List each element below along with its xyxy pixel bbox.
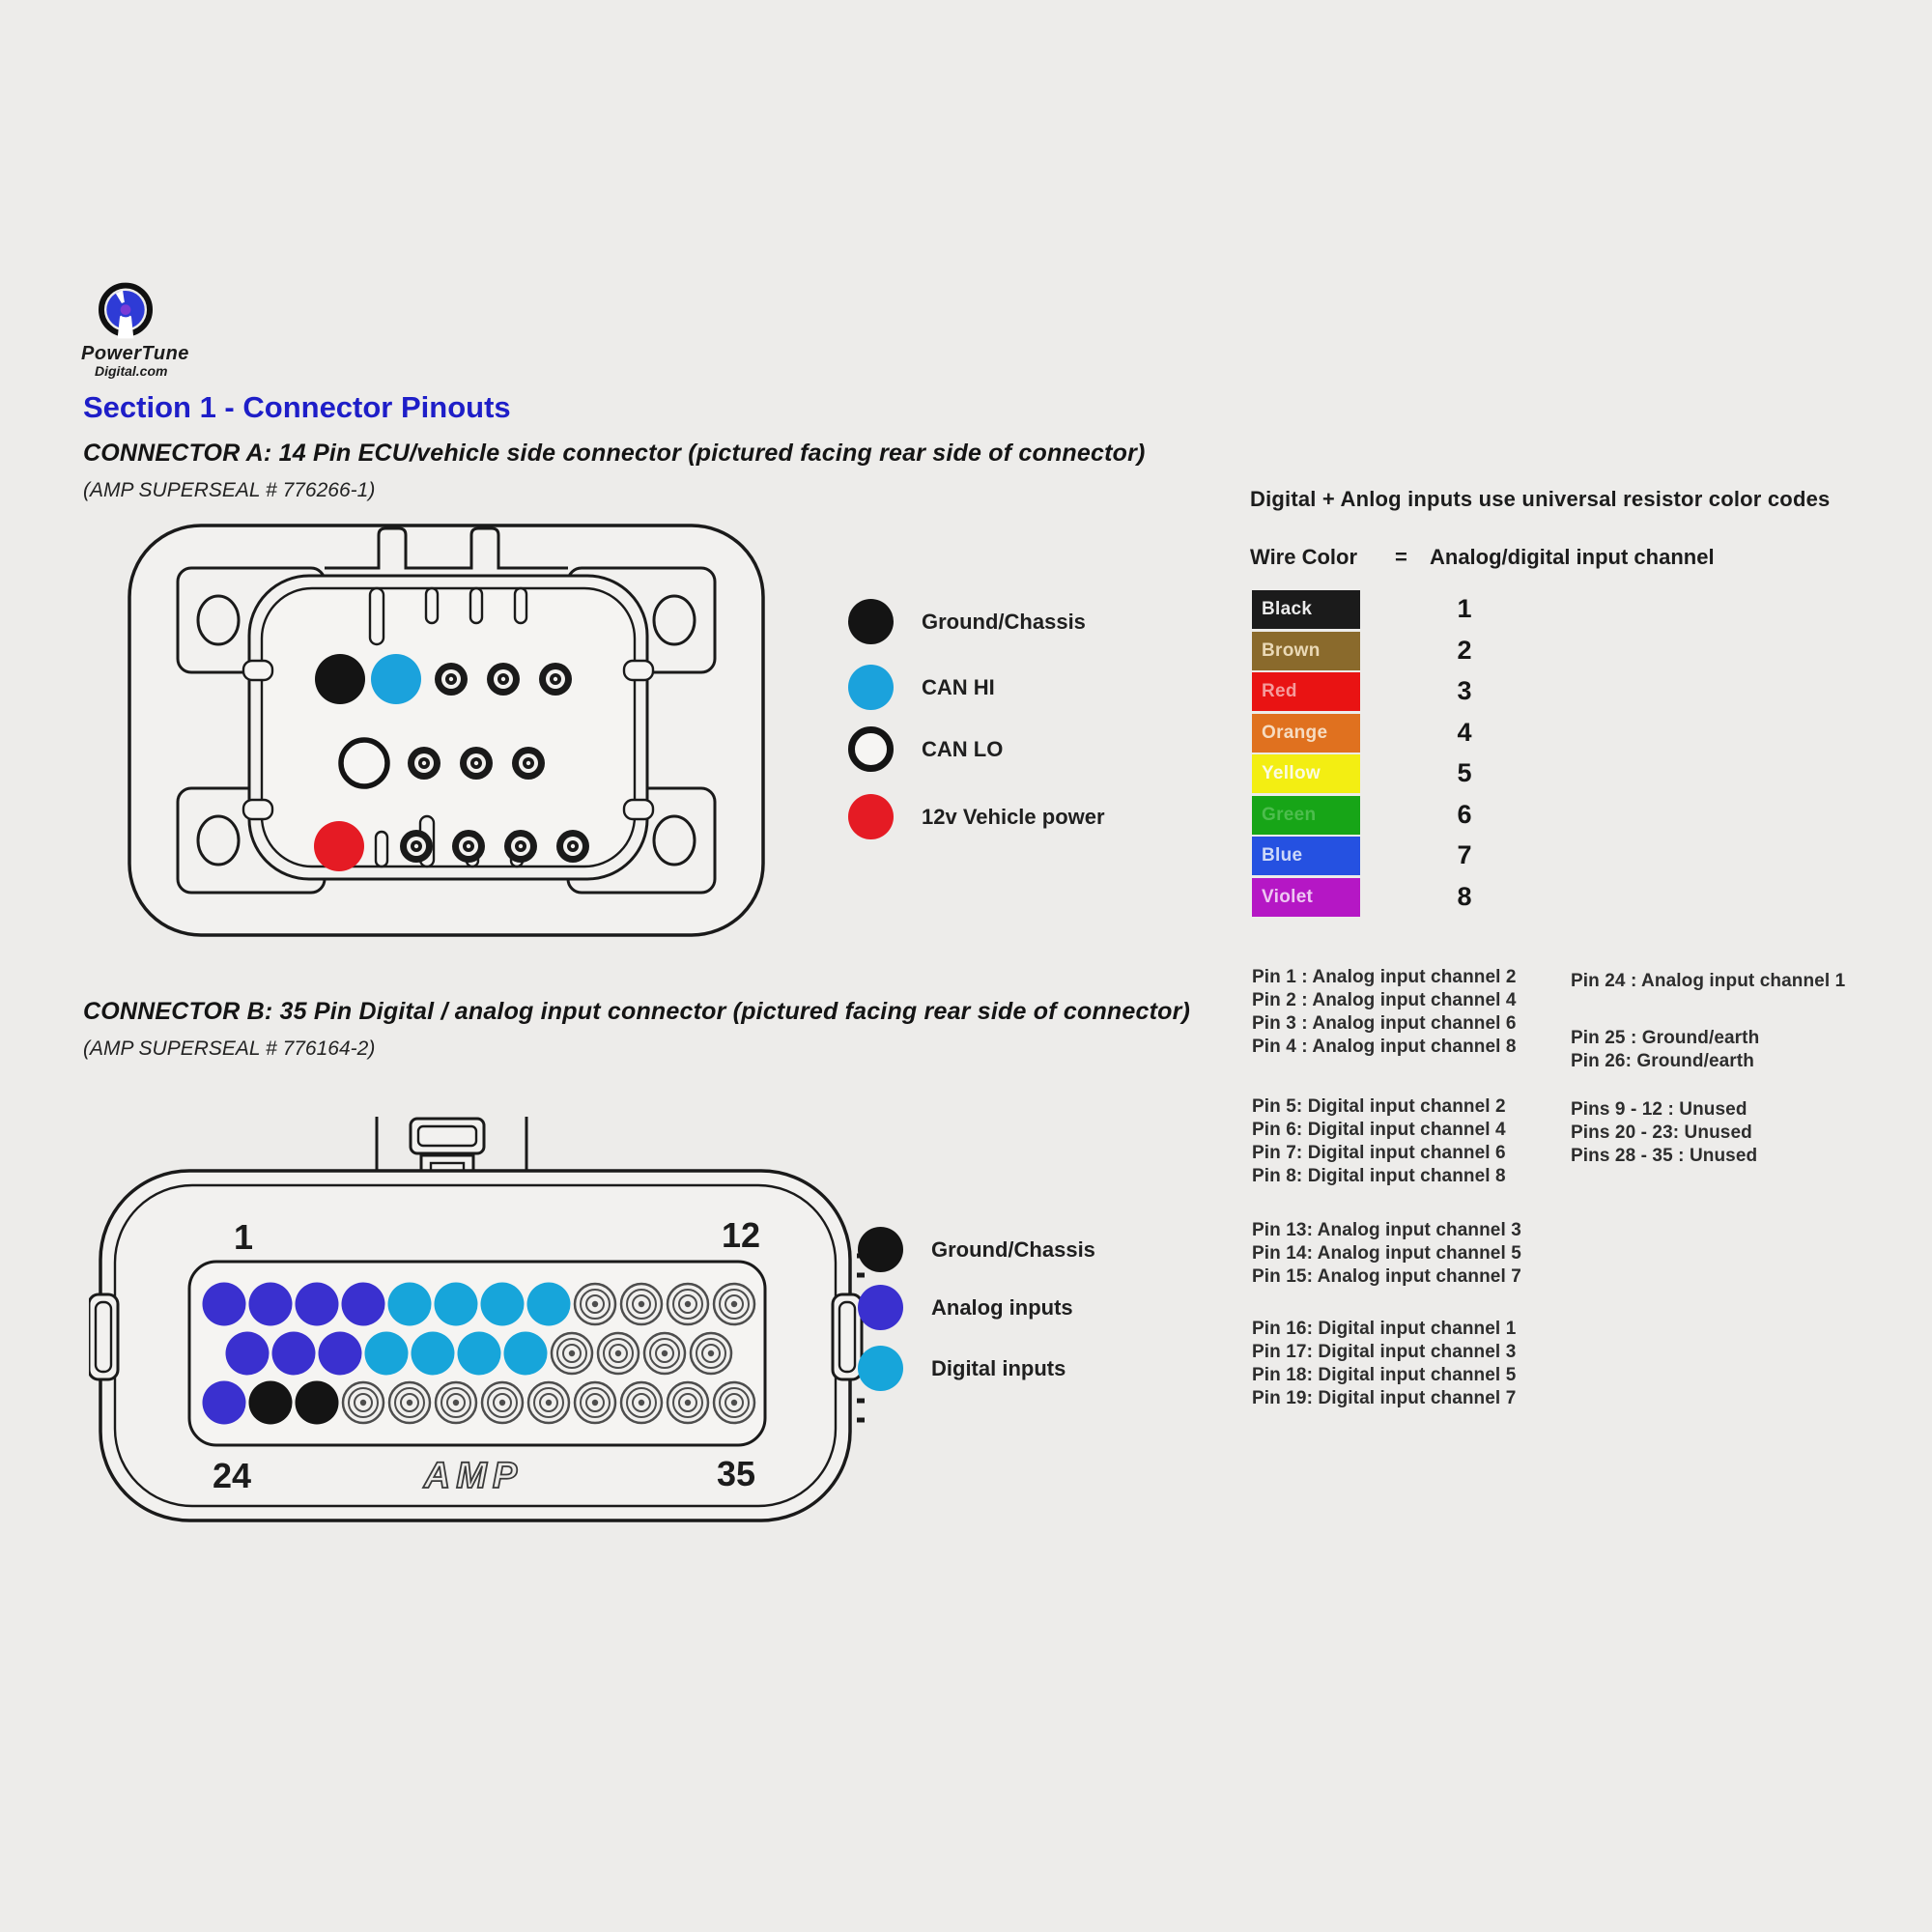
wire-color-row	[1252, 713, 1658, 754]
legend-item	[858, 1346, 1273, 1392]
digital-pin	[412, 1332, 455, 1376]
input-channel-number: 2	[1457, 635, 1472, 665]
pin-12-label: 12	[722, 1215, 761, 1255]
legend-item	[858, 1227, 1273, 1273]
power-swatch-icon	[848, 794, 894, 839]
power-pin	[314, 821, 364, 871]
wire-color-row	[1252, 589, 1658, 631]
wire-color-name: Violet	[1262, 886, 1314, 907]
pin-group	[1252, 1219, 1571, 1289]
pin-group	[1571, 970, 1889, 993]
input-channel-column-header: Analog/digital input channel	[1430, 545, 1715, 569]
pin-assignment: Pin 19: Digital input channel 7	[1252, 1388, 1517, 1408]
ground-pin	[249, 1381, 293, 1425]
section-title: Section 1 - Connector Pinouts	[83, 390, 511, 424]
wire-color-swatch	[1252, 632, 1360, 670]
analog-pin	[319, 1332, 362, 1376]
pin-assignment: Pin 2 : Analog input channel 4	[1252, 990, 1517, 1010]
wire-color-table-header	[1250, 545, 1715, 570]
can_hi-pin	[371, 654, 421, 704]
pin-group	[1252, 1318, 1571, 1410]
input-channel-number: 8	[1457, 881, 1472, 911]
analog-pin	[203, 1283, 246, 1326]
connector-b-diagram	[89, 1111, 871, 1555]
wire-color-row	[1252, 836, 1658, 877]
pin-assignment: Pin 4 : Analog input channel 8	[1252, 1037, 1517, 1057]
pin-assignment: Pin 1 : Analog input channel 2	[1252, 967, 1517, 987]
connector-a-diagram	[97, 520, 796, 943]
digital-pin	[504, 1332, 548, 1376]
wire-color-name: Red	[1262, 681, 1297, 701]
resistor-codes-title: Digital + Anlog inputs use universal resistor color codes	[1250, 487, 1831, 511]
pin-assignment: Pin 13: Analog input channel 3	[1252, 1220, 1521, 1240]
legend-label: Digital inputs	[931, 1356, 1066, 1380]
digital-pin	[458, 1332, 501, 1376]
input-channel-number: 1	[1457, 594, 1472, 623]
legend-item	[858, 1285, 1273, 1331]
wire-color-row	[1252, 671, 1658, 713]
input-channel-number: 5	[1457, 758, 1472, 787]
wire-color-row	[1252, 753, 1658, 795]
legend-label: Ground/Chassis	[931, 1237, 1095, 1262]
logo-subtitle: Digital.com	[95, 363, 168, 379]
equals-sign: =	[1395, 545, 1407, 569]
digital-pin	[365, 1332, 409, 1376]
legend-item	[848, 599, 1264, 645]
analog-pin	[342, 1283, 385, 1326]
digital-pin	[435, 1283, 478, 1326]
pin-assignment: Pin 8: Digital input channel 8	[1252, 1166, 1506, 1186]
pin-assignment: Pin 3 : Analog input channel 6	[1252, 1013, 1517, 1034]
wire-color-row	[1252, 877, 1658, 919]
pin-assignment: Pin 17: Digital input channel 3	[1252, 1342, 1517, 1362]
pin-assignment: Pin 7: Digital input channel 6	[1252, 1143, 1506, 1163]
wire-color-swatch	[1252, 878, 1360, 917]
wire-color-name: Green	[1262, 804, 1317, 825]
legend-label: Ground/Chassis	[922, 610, 1086, 634]
connector-a-legend	[848, 591, 1264, 881]
wire-color-row	[1252, 795, 1658, 837]
ground-swatch-icon	[848, 599, 894, 644]
powertune-logo	[81, 282, 303, 379]
legend-item	[848, 726, 1264, 773]
digital-pin	[388, 1283, 432, 1326]
wire-color-name: Yellow	[1262, 763, 1321, 783]
wire-color-swatch	[1252, 754, 1360, 793]
legend-item	[848, 794, 1264, 840]
analog-pin	[249, 1283, 293, 1326]
pin-assignment: Pins 28 - 35 : Unused	[1571, 1146, 1758, 1166]
pin-assignment-column-2	[1571, 970, 1889, 1168]
pin-assignment: Pin 25 : Ground/earth	[1571, 1028, 1760, 1048]
connector-a-part-number: (AMP SUPERSEAL # 776266-1)	[83, 479, 376, 501]
digital-pin	[527, 1283, 571, 1326]
pin-assignment: Pin 26: Ground/earth	[1571, 1051, 1754, 1071]
ground-swatch-icon	[858, 1227, 903, 1272]
digital-pin	[481, 1283, 525, 1326]
amp-brand-text: AMP	[423, 1456, 524, 1496]
pin-assignment: Pin 6: Digital input channel 4	[1252, 1120, 1506, 1140]
pin-assignment: Pin 15: Analog input channel 7	[1252, 1266, 1521, 1287]
can_hi-swatch-icon	[848, 665, 894, 710]
analog-swatch-icon	[858, 1285, 903, 1330]
legend-item	[848, 665, 1264, 711]
pin-assignment: Pin 14: Analog input channel 5	[1252, 1243, 1521, 1264]
legend-label: Analog inputs	[931, 1295, 1073, 1320]
powertune-gauge-icon	[97, 282, 155, 342]
pin-assignment: Pin 18: Digital input channel 5	[1252, 1365, 1517, 1385]
wire-color-swatch	[1252, 837, 1360, 875]
pin-assignment: Pins 9 - 12 : Unused	[1571, 1099, 1747, 1120]
wire-color-swatch	[1252, 672, 1360, 711]
pin-35-label: 35	[717, 1454, 756, 1493]
analog-pin	[226, 1332, 270, 1376]
analog-pin	[272, 1332, 316, 1376]
pin-assignment: Pin 16: Digital input channel 1	[1252, 1319, 1517, 1339]
connector-a-heading: CONNECTOR A: 14 Pin ECU/vehicle side connector (pictured facing rear side of connector)	[83, 440, 1146, 467]
pin-group	[1571, 1098, 1889, 1168]
logo-title: PowerTune	[81, 343, 189, 364]
pin-group	[1252, 966, 1571, 1059]
ground-pin	[315, 654, 365, 704]
pin-assignment-column-1	[1252, 966, 1571, 1410]
legend-label: 12v Vehicle power	[922, 805, 1105, 829]
pin-1-label: 1	[234, 1217, 254, 1257]
pin-assignment: Pin 24 : Analog input channel 1	[1571, 971, 1846, 991]
wire-color-name: Orange	[1262, 722, 1328, 743]
wire-color-swatch	[1252, 796, 1360, 835]
wire-color-name: Black	[1262, 599, 1313, 619]
legend-label: CAN LO	[922, 737, 1004, 761]
wire-color-row	[1252, 631, 1658, 672]
pin-group	[1571, 1027, 1889, 1073]
analog-pin	[296, 1283, 339, 1326]
wire-color-column-header: Wire Color	[1250, 545, 1358, 569]
connector-b-legend	[858, 1227, 1273, 1439]
pin-group	[1252, 1095, 1571, 1188]
pin-assignment: Pin 5: Digital input channel 2	[1252, 1096, 1506, 1117]
ground-pin	[296, 1381, 339, 1425]
wire-color-table	[1252, 589, 1658, 918]
input-channel-number: 7	[1457, 840, 1472, 869]
wire-color-name: Blue	[1262, 845, 1303, 866]
connector-b-part-number: (AMP SUPERSEAL # 776164-2)	[83, 1037, 376, 1060]
pin-24-label: 24	[213, 1456, 252, 1495]
input-channel-number: 3	[1457, 676, 1472, 705]
digital-swatch-icon	[858, 1346, 903, 1391]
wire-color-swatch	[1252, 714, 1360, 753]
wire-color-swatch	[1252, 590, 1360, 629]
legend-label: CAN HI	[922, 675, 995, 699]
pin-assignment: Pins 20 - 23: Unused	[1571, 1122, 1752, 1143]
connector-b-heading: CONNECTOR B: 35 Pin Digital / analog input connector (pictured facing rear side of connector)	[83, 998, 1191, 1025]
input-channel-number: 4	[1457, 717, 1472, 747]
can_lo-swatch-icon	[848, 726, 894, 772]
input-channel-number: 6	[1457, 799, 1472, 829]
analog-pin	[203, 1381, 246, 1425]
wire-color-name: Brown	[1262, 639, 1321, 661]
